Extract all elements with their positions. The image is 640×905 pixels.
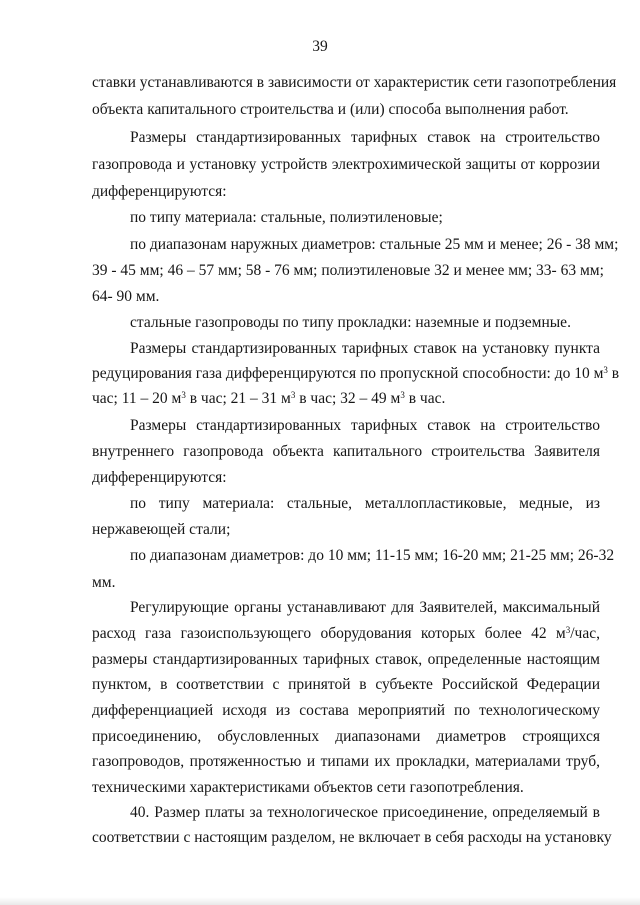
text-line: 64- 90 мм. xyxy=(92,288,160,305)
text-run: /час, xyxy=(570,625,600,642)
text-line: по диапазонам наружных диаметров: стальные 25 мм и менее; 26 - 38 мм; xyxy=(130,236,619,253)
text-run: в час. xyxy=(404,390,446,407)
text-line: Размеры стандартизированных тарифных ставок на строительство xyxy=(130,417,600,434)
text-line: присоединению, обусловленных диапазонами диаметров строящихся xyxy=(92,728,600,745)
text-line: внутреннего газопровода объекта капитального строительства Заявителя xyxy=(92,443,600,460)
text-line: по типу материала: стальные, полиэтиленовые; xyxy=(130,209,443,226)
text-line: нержавеющей стали; xyxy=(92,521,231,538)
text-line: дифференцируются: xyxy=(92,469,227,486)
text-line: Размеры стандартизированных тарифных ставок на установку пункта xyxy=(130,340,600,357)
text-line: размеры стандартизированных тарифных ставок, определенные настоящим xyxy=(92,651,600,668)
text-run: редуцирования газа дифференцируются по пропускной способности: до 10 м xyxy=(92,365,604,382)
text-line: дифференцируются: xyxy=(92,183,227,200)
text-line: дифференциацией исходя из состава мероприятий по технологическому xyxy=(92,702,600,719)
text-line xyxy=(92,389,600,409)
text-run: час; 11 – 20 м xyxy=(92,390,182,407)
superscript: 3 xyxy=(400,390,405,400)
superscript: 3 xyxy=(603,365,608,375)
text-line: пунктом, в соответствии с принятой в субъекте Российской Федерации xyxy=(92,676,600,693)
text-run: в час; 21 – 31 м xyxy=(185,390,291,407)
text-line: техническими характеристиками объектов сети газопотребления. xyxy=(92,779,524,796)
text-line xyxy=(92,364,620,384)
text-line: стальные газопроводы по типу прокладки: наземные и подземные. xyxy=(130,314,571,331)
text-line: 40. Размер платы за технологическое присоединение, определяемый в xyxy=(130,804,600,821)
text-line: по диапазонам диаметров: до 10 мм; 11-15 мм; 16-20 мм; 21-25 мм; 26-32 xyxy=(130,547,615,564)
text-line: газопроводов, протяженностью и типами их прокладки, материалами труб, xyxy=(92,753,600,770)
superscript: 3 xyxy=(181,390,186,400)
page-bottom-edge xyxy=(0,897,640,905)
superscript: 3 xyxy=(565,625,571,635)
text-run: в xyxy=(607,365,620,382)
text-line: Размеры стандартизированных тарифных ставок на строительство xyxy=(130,129,600,146)
text-line: соответствии с настоящим разделом, не включает в себя расходы на установку xyxy=(92,829,612,846)
text-line: по типу материала: стальные, металлопластиковые, медные, из xyxy=(130,495,600,512)
text-line: газопровода и установку устройств электрохимической защиты от коррозии xyxy=(92,156,600,173)
superscript: 3 xyxy=(290,390,296,400)
text-line: объекта капитального строительства и (или) способа выполнения работ. xyxy=(92,101,569,118)
text-line: 39 - 45 мм; 46 – 57 мм; 58 - 76 мм; полиэтиленовые 32 и менее мм; 33- 63 мм; xyxy=(92,262,604,279)
text-line: Регулирующие органы устанавливают для Заявителей, максимальный xyxy=(130,599,600,616)
text-run: в час; 32 – 49 м xyxy=(295,390,401,407)
text-line xyxy=(92,624,600,644)
text-line: мм. xyxy=(92,574,116,591)
text-run: расход газа газоиспользующего оборудования которых более 42 м xyxy=(92,625,566,642)
page-number: 39 xyxy=(312,38,328,55)
text-line: ставки устанавливаются в зависимости от характеристик сети газопотребления xyxy=(92,74,617,91)
